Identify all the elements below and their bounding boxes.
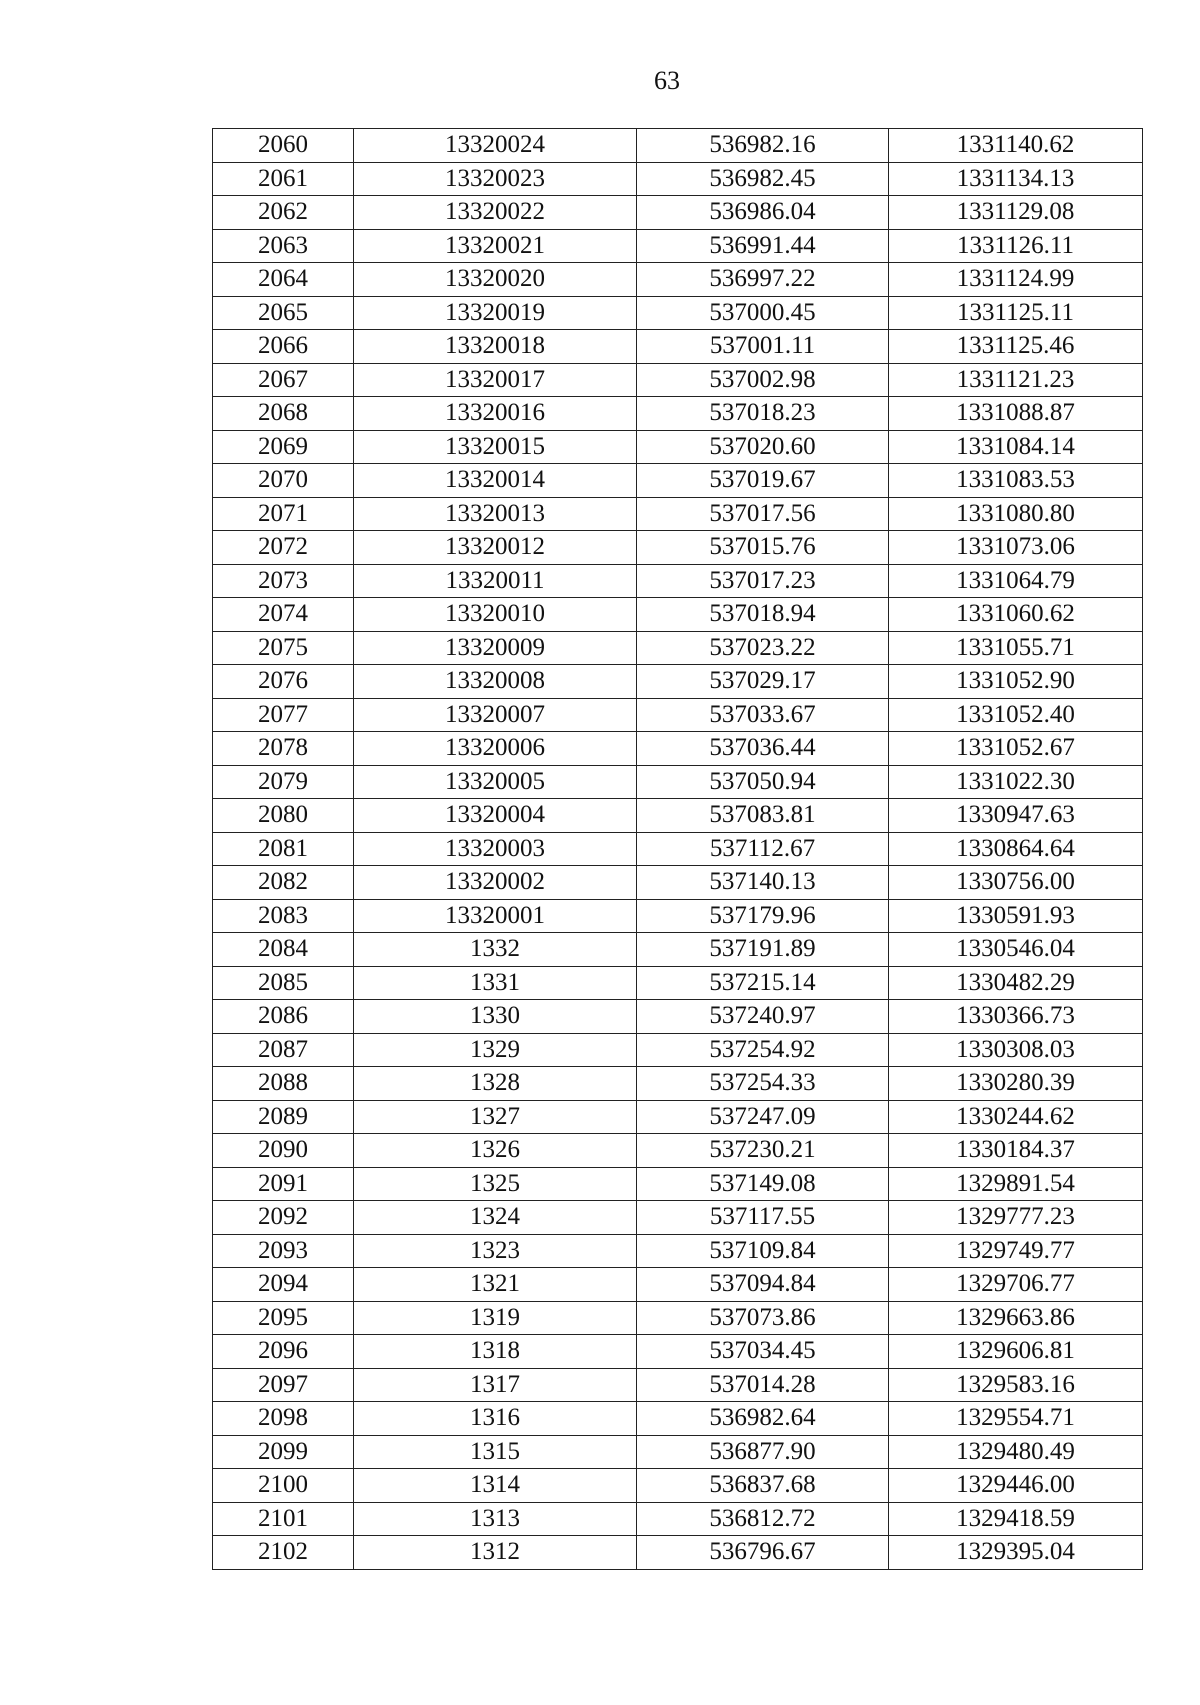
row-number-cell: 2077 <box>213 698 354 732</box>
point-id-cell: 1332 <box>354 933 637 967</box>
point-id-cell: 1327 <box>354 1100 637 1134</box>
row-number-cell: 2075 <box>213 631 354 665</box>
x-coordinate-cell: 537117.55 <box>637 1201 889 1235</box>
table-row <box>213 1234 1143 1268</box>
page-number: 63 <box>654 66 680 95</box>
point-id-cell: 13320018 <box>354 330 637 364</box>
x-coordinate-cell: 537149.08 <box>637 1167 889 1201</box>
point-id-cell: 1314 <box>354 1469 637 1503</box>
y-coordinate-cell: 1330756.00 <box>889 866 1143 900</box>
table-row <box>213 799 1143 833</box>
y-coordinate-cell: 1331083.53 <box>889 464 1143 498</box>
x-coordinate-cell: 537017.23 <box>637 564 889 598</box>
point-id-cell: 13320006 <box>354 732 637 766</box>
y-coordinate-cell: 1331060.62 <box>889 598 1143 632</box>
table-row <box>213 1368 1143 1402</box>
x-coordinate-cell: 536982.45 <box>637 162 889 196</box>
row-number-cell: 2089 <box>213 1100 354 1134</box>
table-row <box>213 229 1143 263</box>
x-coordinate-cell: 537254.92 <box>637 1033 889 1067</box>
table-row <box>213 899 1143 933</box>
x-coordinate-cell: 537018.94 <box>637 598 889 632</box>
point-id-cell: 13320014 <box>354 464 637 498</box>
row-number-cell: 2090 <box>213 1134 354 1168</box>
row-number-cell: 2073 <box>213 564 354 598</box>
point-id-cell: 1317 <box>354 1368 637 1402</box>
point-id-cell: 13320012 <box>354 531 637 565</box>
point-id-cell: 13320017 <box>354 363 637 397</box>
row-number-cell: 2100 <box>213 1469 354 1503</box>
y-coordinate-cell: 1331084.14 <box>889 430 1143 464</box>
row-number-cell: 2078 <box>213 732 354 766</box>
table-row <box>213 430 1143 464</box>
point-id-cell: 13320010 <box>354 598 637 632</box>
table-row <box>213 631 1143 665</box>
table-row <box>213 1301 1143 1335</box>
table-row <box>213 1268 1143 1302</box>
y-coordinate-cell: 1329606.81 <box>889 1335 1143 1369</box>
y-coordinate-cell: 1329891.54 <box>889 1167 1143 1201</box>
x-coordinate-cell: 537083.81 <box>637 799 889 833</box>
x-coordinate-cell: 537073.86 <box>637 1301 889 1335</box>
row-number-cell: 2065 <box>213 296 354 330</box>
row-number-cell: 2063 <box>213 229 354 263</box>
x-coordinate-cell: 536812.72 <box>637 1502 889 1536</box>
row-number-cell: 2076 <box>213 665 354 699</box>
row-number-cell: 2069 <box>213 430 354 464</box>
x-coordinate-cell: 537034.45 <box>637 1335 889 1369</box>
x-coordinate-cell: 537033.67 <box>637 698 889 732</box>
y-coordinate-cell: 1330308.03 <box>889 1033 1143 1067</box>
point-id-cell: 13320023 <box>354 162 637 196</box>
y-coordinate-cell: 1331126.11 <box>889 229 1143 263</box>
y-coordinate-cell: 1331124.99 <box>889 263 1143 297</box>
y-coordinate-cell: 1331088.87 <box>889 397 1143 431</box>
y-coordinate-cell: 1330366.73 <box>889 1000 1143 1034</box>
table-row <box>213 296 1143 330</box>
row-number-cell: 2099 <box>213 1435 354 1469</box>
table-row <box>213 1201 1143 1235</box>
x-coordinate-cell: 537017.56 <box>637 497 889 531</box>
x-coordinate-cell: 536997.22 <box>637 263 889 297</box>
row-number-cell: 2067 <box>213 363 354 397</box>
y-coordinate-cell: 1331121.23 <box>889 363 1143 397</box>
x-coordinate-cell: 537036.44 <box>637 732 889 766</box>
row-number-cell: 2079 <box>213 765 354 799</box>
x-coordinate-cell: 537179.96 <box>637 899 889 933</box>
row-number-cell: 2086 <box>213 1000 354 1034</box>
x-coordinate-cell: 537109.84 <box>637 1234 889 1268</box>
point-id-cell: 13320004 <box>354 799 637 833</box>
row-number-cell: 2060 <box>213 129 354 163</box>
y-coordinate-cell: 1331022.30 <box>889 765 1143 799</box>
point-id-cell: 1326 <box>354 1134 637 1168</box>
x-coordinate-cell: 537254.33 <box>637 1067 889 1101</box>
point-id-cell: 1331 <box>354 966 637 1000</box>
y-coordinate-cell: 1331134.13 <box>889 162 1143 196</box>
x-coordinate-cell: 537002.98 <box>637 363 889 397</box>
point-id-cell: 13320013 <box>354 497 637 531</box>
table-row <box>213 363 1143 397</box>
table-row <box>213 1000 1143 1034</box>
y-coordinate-cell: 1330864.64 <box>889 832 1143 866</box>
point-id-cell: 1312 <box>354 1536 637 1570</box>
point-id-cell: 1316 <box>354 1402 637 1436</box>
x-coordinate-cell: 537094.84 <box>637 1268 889 1302</box>
point-id-cell: 13320019 <box>354 296 637 330</box>
table-row <box>213 866 1143 900</box>
row-number-cell: 2068 <box>213 397 354 431</box>
point-id-cell: 13320011 <box>354 564 637 598</box>
point-id-cell: 1319 <box>354 1301 637 1335</box>
point-id-cell: 1324 <box>354 1201 637 1235</box>
y-coordinate-cell: 1330184.37 <box>889 1134 1143 1168</box>
point-id-cell: 13320003 <box>354 832 637 866</box>
row-number-cell: 2101 <box>213 1502 354 1536</box>
point-id-cell: 1318 <box>354 1335 637 1369</box>
table-row <box>213 397 1143 431</box>
row-number-cell: 2066 <box>213 330 354 364</box>
x-coordinate-cell: 537000.45 <box>637 296 889 330</box>
y-coordinate-cell: 1331125.11 <box>889 296 1143 330</box>
x-coordinate-cell: 536837.68 <box>637 1469 889 1503</box>
x-coordinate-cell: 536796.67 <box>637 1536 889 1570</box>
point-id-cell: 13320002 <box>354 866 637 900</box>
row-number-cell: 2071 <box>213 497 354 531</box>
point-id-cell: 1329 <box>354 1033 637 1067</box>
row-number-cell: 2083 <box>213 899 354 933</box>
row-number-cell: 2087 <box>213 1033 354 1067</box>
x-coordinate-cell: 537215.14 <box>637 966 889 1000</box>
y-coordinate-cell: 1331140.62 <box>889 129 1143 163</box>
y-coordinate-cell: 1329749.77 <box>889 1234 1143 1268</box>
table-row <box>213 531 1143 565</box>
point-id-cell: 1325 <box>354 1167 637 1201</box>
point-id-cell: 13320009 <box>354 631 637 665</box>
row-number-cell: 2098 <box>213 1402 354 1436</box>
coordinate-table <box>212 128 1143 1570</box>
table-row <box>213 732 1143 766</box>
point-id-cell: 13320015 <box>354 430 637 464</box>
x-coordinate-cell: 537240.97 <box>637 1000 889 1034</box>
y-coordinate-cell: 1330947.63 <box>889 799 1143 833</box>
y-coordinate-cell: 1329663.86 <box>889 1301 1143 1335</box>
table-row <box>213 933 1143 967</box>
table-row <box>213 196 1143 230</box>
x-coordinate-cell: 537050.94 <box>637 765 889 799</box>
y-coordinate-cell: 1331080.80 <box>889 497 1143 531</box>
x-coordinate-cell: 537018.23 <box>637 397 889 431</box>
table-row <box>213 665 1143 699</box>
point-id-cell: 1328 <box>354 1067 637 1101</box>
y-coordinate-cell: 1331052.67 <box>889 732 1143 766</box>
row-number-cell: 2074 <box>213 598 354 632</box>
row-number-cell: 2097 <box>213 1368 354 1402</box>
x-coordinate-cell: 536877.90 <box>637 1435 889 1469</box>
row-number-cell: 2084 <box>213 933 354 967</box>
y-coordinate-cell: 1331052.90 <box>889 665 1143 699</box>
table-row <box>213 464 1143 498</box>
row-number-cell: 2081 <box>213 832 354 866</box>
y-coordinate-cell: 1331073.06 <box>889 531 1143 565</box>
row-number-cell: 2070 <box>213 464 354 498</box>
y-coordinate-cell: 1329395.04 <box>889 1536 1143 1570</box>
y-coordinate-cell: 1329706.77 <box>889 1268 1143 1302</box>
y-coordinate-cell: 1330244.62 <box>889 1100 1143 1134</box>
row-number-cell: 2072 <box>213 531 354 565</box>
x-coordinate-cell: 537191.89 <box>637 933 889 967</box>
y-coordinate-cell: 1329418.59 <box>889 1502 1143 1536</box>
point-id-cell: 1323 <box>354 1234 637 1268</box>
table-row <box>213 966 1143 1000</box>
table-row <box>213 263 1143 297</box>
row-number-cell: 2096 <box>213 1335 354 1369</box>
row-number-cell: 2062 <box>213 196 354 230</box>
y-coordinate-cell: 1331055.71 <box>889 631 1143 665</box>
row-number-cell: 2082 <box>213 866 354 900</box>
table-row <box>213 1100 1143 1134</box>
row-number-cell: 2088 <box>213 1067 354 1101</box>
x-coordinate-cell: 537020.60 <box>637 430 889 464</box>
row-number-cell: 2061 <box>213 162 354 196</box>
table-row <box>213 1167 1143 1201</box>
point-id-cell: 1315 <box>354 1435 637 1469</box>
table-row <box>213 1335 1143 1369</box>
row-number-cell: 2093 <box>213 1234 354 1268</box>
y-coordinate-cell: 1330482.29 <box>889 966 1143 1000</box>
point-id-cell: 13320021 <box>354 229 637 263</box>
y-coordinate-cell: 1329583.16 <box>889 1368 1143 1402</box>
x-coordinate-cell: 537001.11 <box>637 330 889 364</box>
point-id-cell: 13320020 <box>354 263 637 297</box>
point-id-cell: 13320016 <box>354 397 637 431</box>
table-row <box>213 598 1143 632</box>
y-coordinate-cell: 1330546.04 <box>889 933 1143 967</box>
table-row <box>213 330 1143 364</box>
table-row <box>213 1536 1143 1570</box>
point-id-cell: 13320024 <box>354 129 637 163</box>
point-id-cell: 1330 <box>354 1000 637 1034</box>
table-row <box>213 1067 1143 1101</box>
y-coordinate-cell: 1329554.71 <box>889 1402 1143 1436</box>
point-id-cell: 1321 <box>354 1268 637 1302</box>
table-row <box>213 1469 1143 1503</box>
row-number-cell: 2091 <box>213 1167 354 1201</box>
y-coordinate-cell: 1331125.46 <box>889 330 1143 364</box>
x-coordinate-cell: 536982.64 <box>637 1402 889 1436</box>
y-coordinate-cell: 1329777.23 <box>889 1201 1143 1235</box>
y-coordinate-cell: 1331064.79 <box>889 564 1143 598</box>
table-row <box>213 832 1143 866</box>
x-coordinate-cell: 537014.28 <box>637 1368 889 1402</box>
table-row <box>213 1435 1143 1469</box>
x-coordinate-cell: 537140.13 <box>637 866 889 900</box>
y-coordinate-cell: 1329446.00 <box>889 1469 1143 1503</box>
row-number-cell: 2080 <box>213 799 354 833</box>
y-coordinate-cell: 1331052.40 <box>889 698 1143 732</box>
row-number-cell: 2092 <box>213 1201 354 1235</box>
point-id-cell: 13320022 <box>354 196 637 230</box>
x-coordinate-cell: 537023.22 <box>637 631 889 665</box>
x-coordinate-cell: 537019.67 <box>637 464 889 498</box>
x-coordinate-cell: 537015.76 <box>637 531 889 565</box>
table-row <box>213 765 1143 799</box>
row-number-cell: 2095 <box>213 1301 354 1335</box>
table-row <box>213 162 1143 196</box>
y-coordinate-cell: 1330280.39 <box>889 1067 1143 1101</box>
table-row <box>213 564 1143 598</box>
point-id-cell: 13320001 <box>354 899 637 933</box>
table-row <box>213 1402 1143 1436</box>
table-row <box>213 1033 1143 1067</box>
table-row <box>213 129 1143 163</box>
coordinate-table-body <box>213 129 1143 1570</box>
x-coordinate-cell: 537247.09 <box>637 1100 889 1134</box>
point-id-cell: 1313 <box>354 1502 637 1536</box>
y-coordinate-cell: 1331129.08 <box>889 196 1143 230</box>
y-coordinate-cell: 1330591.93 <box>889 899 1143 933</box>
row-number-cell: 2102 <box>213 1536 354 1570</box>
table-row <box>213 1502 1143 1536</box>
row-number-cell: 2094 <box>213 1268 354 1302</box>
row-number-cell: 2064 <box>213 263 354 297</box>
x-coordinate-cell: 537029.17 <box>637 665 889 699</box>
x-coordinate-cell: 537230.21 <box>637 1134 889 1168</box>
y-coordinate-cell: 1329480.49 <box>889 1435 1143 1469</box>
point-id-cell: 13320008 <box>354 665 637 699</box>
x-coordinate-cell: 537112.67 <box>637 832 889 866</box>
row-number-cell: 2085 <box>213 966 354 1000</box>
x-coordinate-cell: 536982.16 <box>637 129 889 163</box>
table-row <box>213 1134 1143 1168</box>
x-coordinate-cell: 536991.44 <box>637 229 889 263</box>
table-row <box>213 698 1143 732</box>
x-coordinate-cell: 536986.04 <box>637 196 889 230</box>
point-id-cell: 13320007 <box>354 698 637 732</box>
point-id-cell: 13320005 <box>354 765 637 799</box>
table-row <box>213 497 1143 531</box>
